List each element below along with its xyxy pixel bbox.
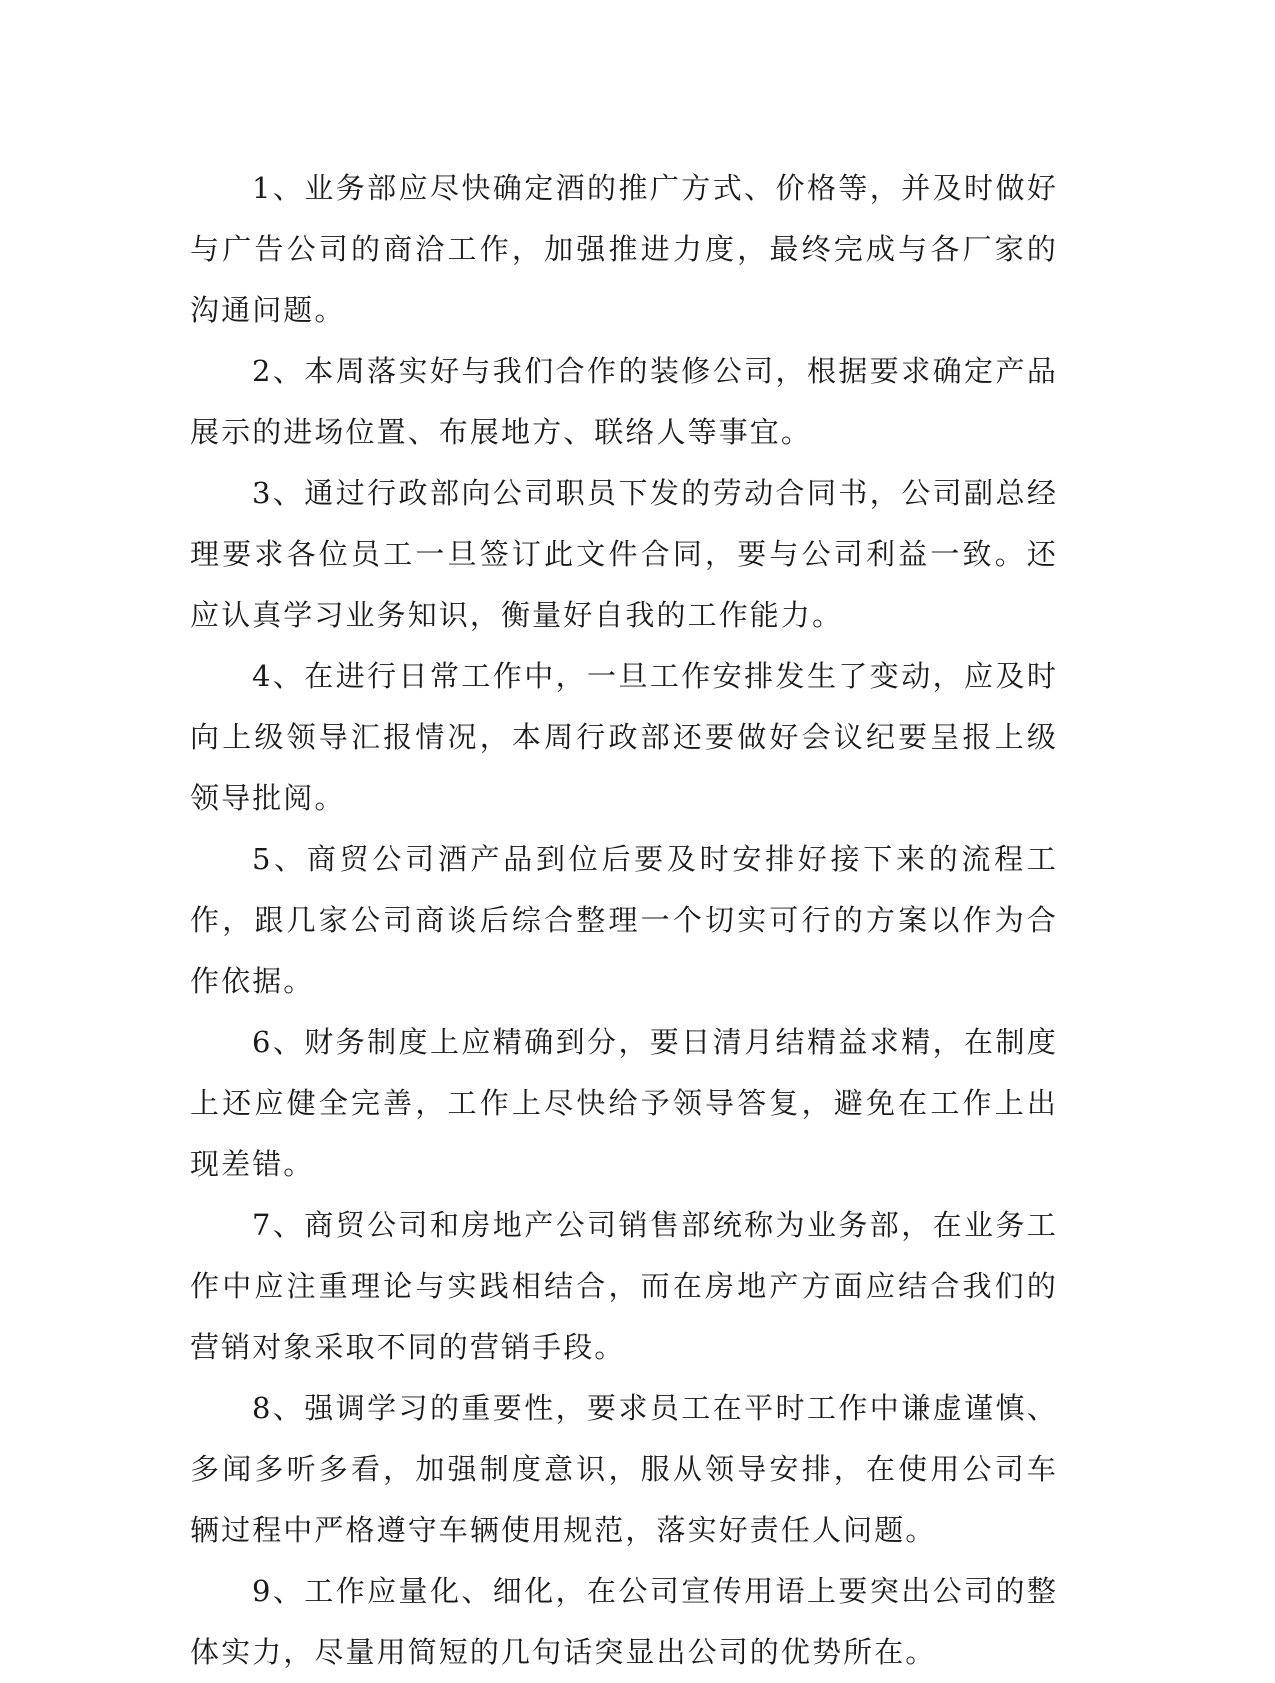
- paragraph-item-2: 2、本周落实好与我们合作的装修公司，根据要求确定产品展示的进场位置、布展地方、联络人等事宜。: [190, 354, 1058, 449]
- paragraph-item-4: 4、在进行日常工作中，一旦工作安排发生了变动，应及时向上级领导汇报情况，本周行政部还要做好会议纪要呈报上级领导批阅。: [190, 659, 1058, 815]
- paragraph-item-8: 8、强调学习的重要性，要求员工在平时工作中谦虚谨慎、多闻多听多看，加强制度意识，服从领导安排，在使用公司车辆过程中严格遵守车辆使用规范，落实好责任人问题。: [190, 1391, 1058, 1547]
- paragraph-item-7: 7、商贸公司和房地产公司销售部统称为业务部，在业务工作中应注重理论与实践相结合，而在房地产方面应结合我们的营销对象采取不同的营销手段。: [190, 1208, 1058, 1364]
- paragraph-item-5: 5、商贸公司酒产品到位后要及时安排好接下来的流程工作，跟几家公司商谈后综合整理一个切实可行的方案以作为合作依据。: [190, 842, 1058, 998]
- paragraph-item-6: 6、财务制度上应精确到分，要日清月结精益求精，在制度上还应健全完善，工作上尽快给予领导答复，避免在工作上出现差错。: [190, 1025, 1058, 1181]
- paragraph-item-3: 3、通过行政部向公司职员下发的劳动合同书，公司副总经理要求各位员工一旦签订此文件合同，要与公司利益一致。还应认真学习业务知识，衡量好自我的工作能力。: [190, 476, 1058, 632]
- paragraph-item-1: 1、业务部应尽快确定酒的推广方式、价格等，并及时做好与广告公司的商洽工作，加强推进力度，最终完成与各厂家的沟通问题。: [190, 171, 1058, 327]
- paragraph-item-9: 9、工作应量化、细化，在公司宣传用语上要突出公司的整体实力，尽量用简短的几句话突显出公司的优势所在。: [190, 1574, 1058, 1669]
- document-body: [190, 158, 1058, 1683]
